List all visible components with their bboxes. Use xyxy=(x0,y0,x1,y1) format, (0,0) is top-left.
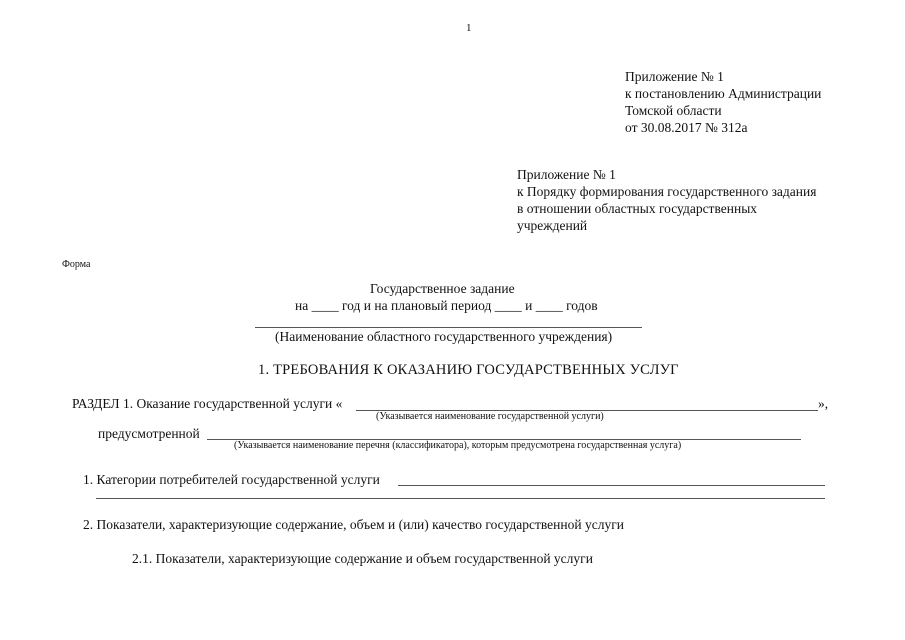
approval-line: Томской области xyxy=(625,103,722,118)
approval-line: Приложение № 1 xyxy=(625,69,724,84)
approval-line: от 30.08.2017 № 312а xyxy=(625,120,748,135)
approval-block-procedure xyxy=(517,166,816,234)
indicators-subitem: 2.1. Показатели, характеризующие содержание и объем государственной услуги xyxy=(132,551,593,566)
institution-name-line xyxy=(255,327,642,328)
approval-block-resolution xyxy=(625,68,821,136)
consumer-categories-item: 1. Категории потребителей государственной услуги xyxy=(83,472,380,487)
indicators-item: 2. Показатели, характеризующие содержание, объем и (или) качество государственной услуги xyxy=(83,517,624,532)
consumer-categories-line-2 xyxy=(96,498,825,499)
approval-line: к постановлению Администрации xyxy=(625,86,822,101)
section-1-closing: », xyxy=(818,396,829,411)
form-label: Форма xyxy=(62,259,91,270)
planning-period-line: на ____ год и на плановый период ____ и ____ годов xyxy=(295,298,598,313)
provided-label: предусмотренной xyxy=(98,426,200,441)
document-title: Государственное задание xyxy=(370,281,515,296)
section-1-label: РАЗДЕЛ 1. Оказание государственной услуги « xyxy=(72,396,343,411)
institution-caption: (Наименование областного государственного учреждения) xyxy=(275,329,613,344)
consumer-categories-line xyxy=(398,485,825,486)
approval-line: учреждений xyxy=(517,218,588,233)
classifier-caption: (Указывается наименование перечня (классификатора), которым предусмотрена государственная услуга) xyxy=(234,440,682,451)
approval-line: в отношении областных государственных xyxy=(517,201,758,216)
section-heading: 1. ТРЕБОВАНИЯ К ОКАЗАНИЮ ГОСУДАРСТВЕННЫХ УСЛУГ xyxy=(258,362,679,378)
page-number: 1 xyxy=(466,22,472,34)
service-caption: (Указывается наименование государственной услуги) xyxy=(376,411,604,422)
approval-line: к Порядку формирования государственного задания xyxy=(517,184,817,199)
approval-line: Приложение № 1 xyxy=(517,167,616,182)
